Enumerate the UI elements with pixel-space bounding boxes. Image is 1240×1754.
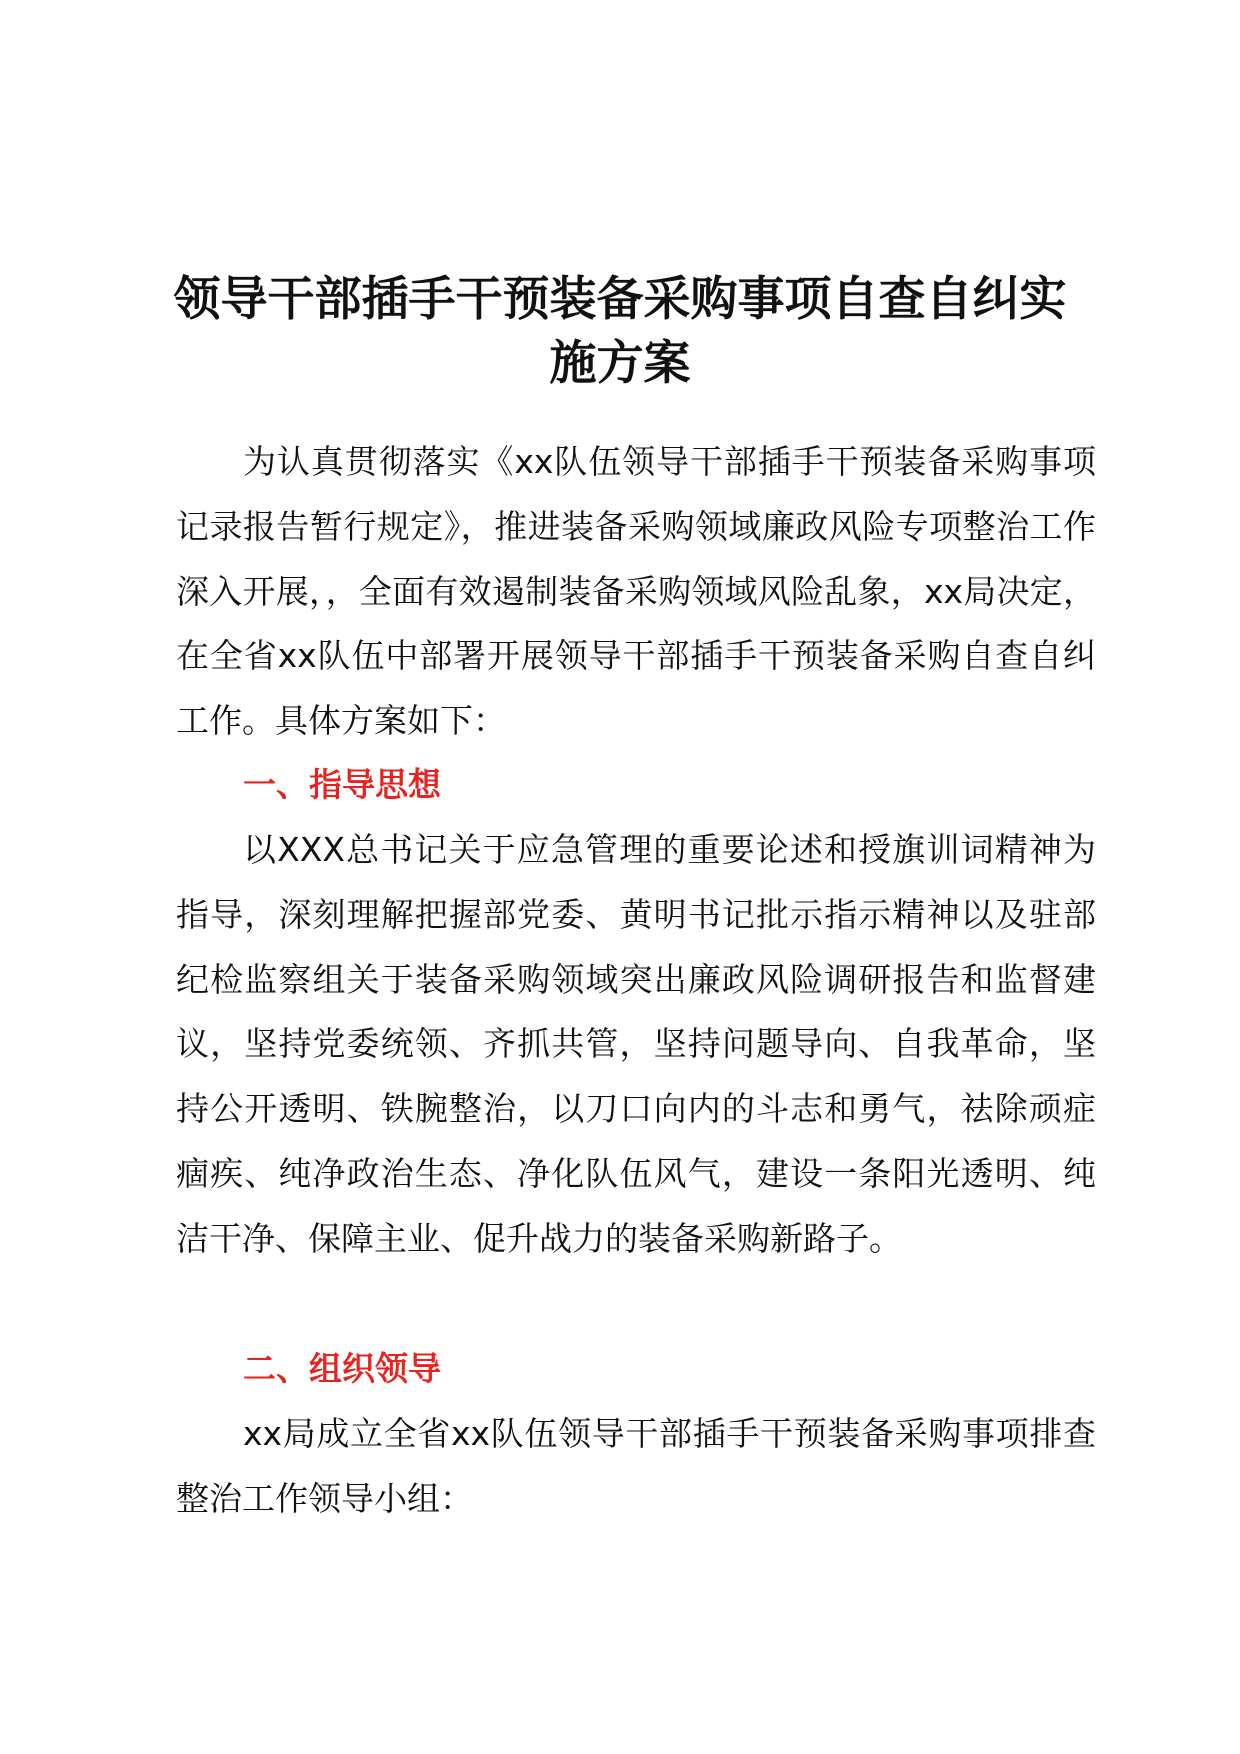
document-title-line-1: 领导干部插手干预装备采购事项自查自纠实 xyxy=(173,272,1067,327)
section-paragraph-guiding-thought: 以XXX总书记关于应急管理的重要论述和授旗训词精神为指导，深刻理解把握部党委、黄明书记批示指示精神以及驻部纪检监察组关于装备采购领域突出廉政风险调研报告和监督建议，坚持党委统领、齐抓共管，坚持问题导向、自我革命，坚持公开透明、铁腕整治，以刀口向内的斗志和勇气，祛除顽症痼疾、纯净政治生态、净化队伍风气，建设一条阳光透明、纯洁干净、保障主业、促升战力的装备采购新路子。 xyxy=(176,830,1096,1258)
intro-paragraph: 为认真贯彻落实《xx队伍领导干部插手干预装备采购事项记录报告暂行规定》，推进装备采购领域廉政风险专项整治工作深入开展，，全面有效遏制装备采购领域风险乱象，xx局决定，在全省xx队伍中部署开展领导干部插手干预装备采购自查自纠工作。具体方案如下： xyxy=(176,442,1096,741)
section-heading-guiding-thought: 一、指导思想 xyxy=(243,765,441,804)
document-title-line-2: 施方案 xyxy=(549,336,691,391)
section-paragraph-organization: xx局成立全省xx队伍领导干部插手干预装备采购事项排查整治工作领导小组： xyxy=(176,1414,1096,1518)
section-heading-organization: 二、组织领导 xyxy=(243,1349,441,1388)
